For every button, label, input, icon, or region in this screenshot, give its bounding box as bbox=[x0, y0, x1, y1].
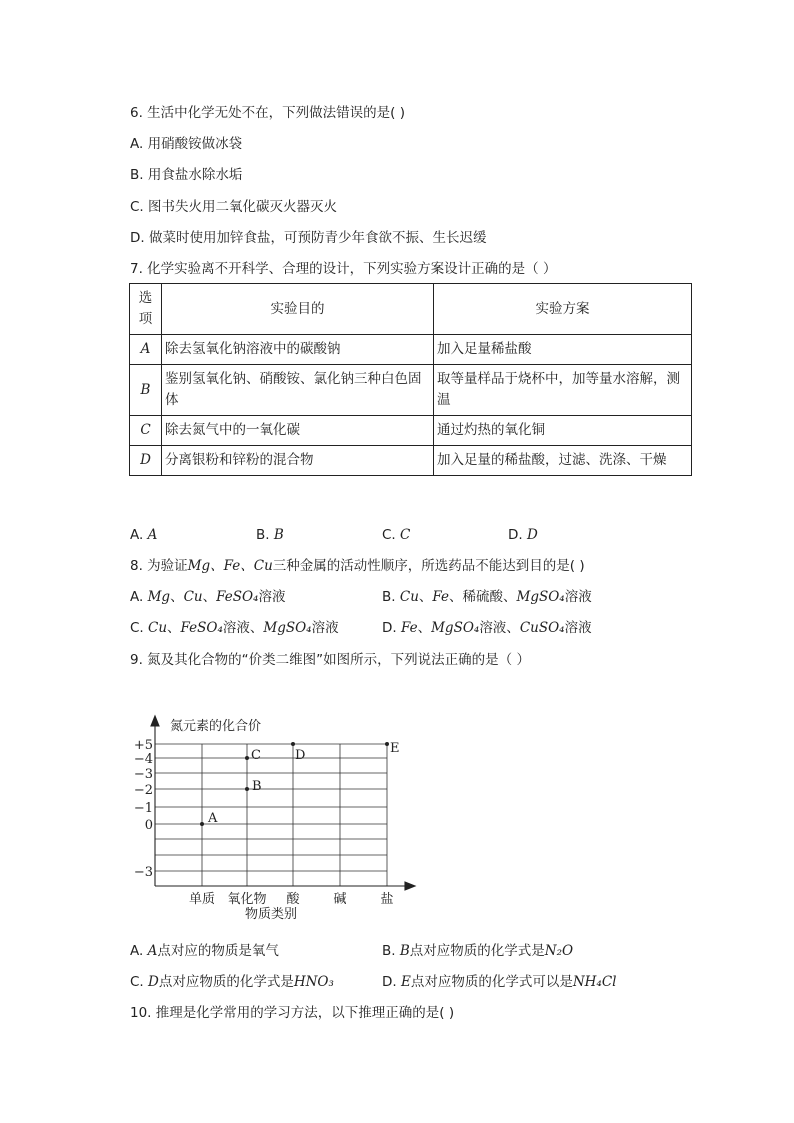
y-tick-label: −4 bbox=[133, 752, 153, 767]
row-aim: 除去氢氧化钠溶液中的碳酸钠 bbox=[162, 335, 434, 365]
option-text: 溶液 bbox=[564, 620, 592, 636]
option-text: B bbox=[399, 943, 410, 959]
q8-metals: Mg、Fe、Cu bbox=[187, 558, 273, 574]
q10-stem: 10. 推理是化学常用的学习方法，以下推理正确的是( ) bbox=[130, 1005, 455, 1021]
data-point-marker bbox=[291, 742, 295, 746]
row-option: B bbox=[130, 365, 162, 416]
data-point-label: A bbox=[208, 811, 218, 826]
option-label: C. bbox=[130, 974, 149, 990]
answer-letter: C. bbox=[382, 527, 396, 543]
row-option: D bbox=[130, 446, 162, 476]
q7-answer-a[interactable] bbox=[130, 525, 157, 545]
option-text: 、 bbox=[418, 589, 433, 605]
q8-option-d[interactable] bbox=[382, 618, 592, 638]
q6-option-a[interactable]: A. 用硝酸铵做冰袋 bbox=[130, 136, 243, 152]
option-text: 溶液 bbox=[258, 589, 286, 605]
option-text: Fe bbox=[432, 589, 450, 605]
y-tick-labels bbox=[134, 738, 153, 880]
option-text: Cu bbox=[399, 589, 419, 605]
option-text: FeSO₄ bbox=[216, 589, 259, 605]
y-axis-title: 氮元素的化合价 bbox=[170, 719, 262, 734]
option-text: MgSO₄ bbox=[516, 589, 565, 605]
option-text: Fe bbox=[400, 620, 418, 636]
option-text: 、 bbox=[167, 620, 181, 636]
answer-letter: A. bbox=[130, 527, 144, 543]
q8-stem-pre: 8. 为验证 bbox=[130, 558, 188, 574]
q9-option-b[interactable] bbox=[382, 941, 573, 961]
option-label: B. bbox=[382, 589, 400, 605]
q7-stem: 7. 化学实验离不开科学、合理的设计，下列实验方案设计正确的是（ ） bbox=[130, 261, 557, 277]
data-points bbox=[200, 741, 400, 826]
y-tick-label: −2 bbox=[133, 783, 153, 798]
q8-stem bbox=[130, 556, 585, 576]
data-point-label: C bbox=[251, 748, 261, 763]
header-option: 选项 bbox=[130, 284, 162, 335]
diagram-axes bbox=[151, 716, 415, 890]
option-text: 、稀硫酸、 bbox=[449, 589, 517, 605]
q8-option-c[interactable] bbox=[130, 618, 339, 638]
table-row bbox=[130, 335, 692, 365]
y-tick-label: −3 bbox=[133, 865, 153, 880]
answer-letter: B. bbox=[256, 527, 270, 543]
q7-experiment-table bbox=[129, 283, 692, 476]
valence-class-diagram bbox=[125, 712, 425, 927]
option-text: 点对应物质的化学式是 bbox=[158, 974, 294, 990]
y-tick-label: −1 bbox=[133, 801, 153, 816]
data-point-marker bbox=[385, 742, 389, 746]
q8-option-b[interactable] bbox=[382, 587, 592, 607]
answer-letter: D. bbox=[508, 527, 523, 543]
x-tick-label: 碱 bbox=[333, 892, 347, 907]
option-text: 点对应物质的化学式是 bbox=[409, 943, 545, 959]
x-tick-labels bbox=[189, 891, 394, 907]
table-row bbox=[130, 365, 692, 416]
option-text: 点对应的物质是氧气 bbox=[157, 943, 279, 959]
q7-answer-c[interactable] bbox=[382, 525, 410, 545]
option-text: 溶液 bbox=[311, 620, 339, 636]
option-text: E bbox=[400, 974, 411, 990]
row-plan: 加入足量稀盐酸 bbox=[434, 335, 692, 365]
q9-option-c[interactable] bbox=[130, 972, 334, 992]
option-text: Cu bbox=[148, 620, 168, 636]
row-aim: 分离银粉和锌粉的混合物 bbox=[162, 446, 434, 476]
header-aim: 实验目的 bbox=[162, 284, 434, 335]
data-point-marker bbox=[245, 787, 249, 791]
option-label: A. bbox=[130, 589, 148, 605]
y-tick-label: −3 bbox=[133, 767, 153, 782]
header-plan: 实验方案 bbox=[434, 284, 692, 335]
option-text: FeSO₄ bbox=[180, 620, 223, 636]
row-aim: 鉴别氢氧化钠、硝酸铵、氯化钠三种白色固体 bbox=[162, 365, 434, 416]
option-label: B. bbox=[382, 943, 400, 959]
option-text: Cu bbox=[183, 589, 203, 605]
data-point-marker bbox=[200, 822, 204, 826]
answer-value: D bbox=[526, 527, 538, 543]
option-text: Mg bbox=[147, 589, 171, 605]
option-label: A. bbox=[130, 943, 148, 959]
x-tick-label: 氧化物 bbox=[227, 892, 267, 907]
data-point-label: B bbox=[252, 779, 262, 794]
q6-stem: 6. 生活中化学无处不在，下列做法错误的是( ) bbox=[130, 105, 405, 121]
data-point-label: D bbox=[295, 748, 306, 763]
y-tick-label: 0 bbox=[144, 818, 153, 833]
q6-option-b[interactable]: B. 用食盐水除水垢 bbox=[130, 167, 243, 183]
q6-option-c[interactable]: C. 图书失火用二氧化碳灭火器灭火 bbox=[130, 199, 338, 215]
table-header-row bbox=[130, 284, 692, 335]
data-point-marker bbox=[245, 756, 249, 760]
table-row bbox=[130, 416, 692, 446]
q6-option-d[interactable]: D. 做菜时使用加锌食盐，可预防青少年食欲不振、生长迟缓 bbox=[130, 230, 487, 246]
q9-option-a[interactable] bbox=[130, 941, 279, 961]
row-plan: 通过灼热的氧化铜 bbox=[434, 416, 692, 446]
option-text: D bbox=[148, 974, 159, 990]
row-plan: 加入足量的稀盐酸，过滤、洗涤、干燥 bbox=[434, 446, 692, 476]
row-aim: 除去氮气中的一氧化碳 bbox=[162, 416, 434, 446]
q7-answer-b[interactable] bbox=[256, 525, 284, 545]
option-text: 、 bbox=[170, 589, 184, 605]
option-text: NH₄Cl bbox=[572, 974, 617, 990]
option-text: CuSO₄ bbox=[519, 620, 565, 636]
option-label: D. bbox=[382, 974, 401, 990]
option-text: 点对应物质的化学式可以是 bbox=[410, 974, 573, 990]
x-tick-label: 单质 bbox=[188, 892, 216, 907]
option-text: 溶液 bbox=[564, 589, 592, 605]
y-tick-label: +5 bbox=[133, 738, 153, 753]
row-plan: 取等量样品于烧杯中，加等量水溶解，测温 bbox=[434, 365, 692, 416]
option-text: 、 bbox=[202, 589, 217, 605]
table-row bbox=[130, 446, 692, 476]
option-text: MgSO₄ bbox=[431, 620, 480, 636]
option-text: 溶液、 bbox=[222, 620, 264, 636]
q8-stem-post: 三种金属的活动性顺序，所选药品不能达到目的是( ) bbox=[272, 558, 585, 574]
diagram-grid bbox=[155, 744, 387, 886]
q7-answer-d[interactable] bbox=[508, 525, 538, 545]
option-text: MgSO₄ bbox=[263, 620, 312, 636]
answer-value: C bbox=[400, 527, 411, 543]
q9-stem: 9. 氮及其化合物的“价类二维图”如图所示，下列说法正确的是（ ） bbox=[130, 652, 530, 668]
option-text: N₂O bbox=[544, 943, 574, 959]
row-option: C bbox=[130, 416, 162, 446]
option-text: HNO₃ bbox=[293, 974, 334, 990]
option-text: A bbox=[147, 943, 158, 959]
answer-value: B bbox=[273, 527, 284, 543]
option-text: 溶液、 bbox=[479, 620, 520, 636]
data-point-label: E bbox=[390, 741, 400, 756]
answer-value: A bbox=[147, 527, 158, 543]
x-tick-label: 盐 bbox=[380, 892, 394, 907]
option-label: D. bbox=[382, 620, 401, 636]
x-axis-title: 物质类别 bbox=[244, 907, 298, 922]
option-label: C. bbox=[130, 620, 149, 636]
row-option: A bbox=[130, 335, 162, 365]
q8-option-a[interactable] bbox=[130, 587, 285, 607]
option-text: 、 bbox=[417, 620, 432, 636]
x-tick-label: 酸 bbox=[286, 892, 300, 907]
q9-option-d[interactable] bbox=[382, 972, 617, 992]
